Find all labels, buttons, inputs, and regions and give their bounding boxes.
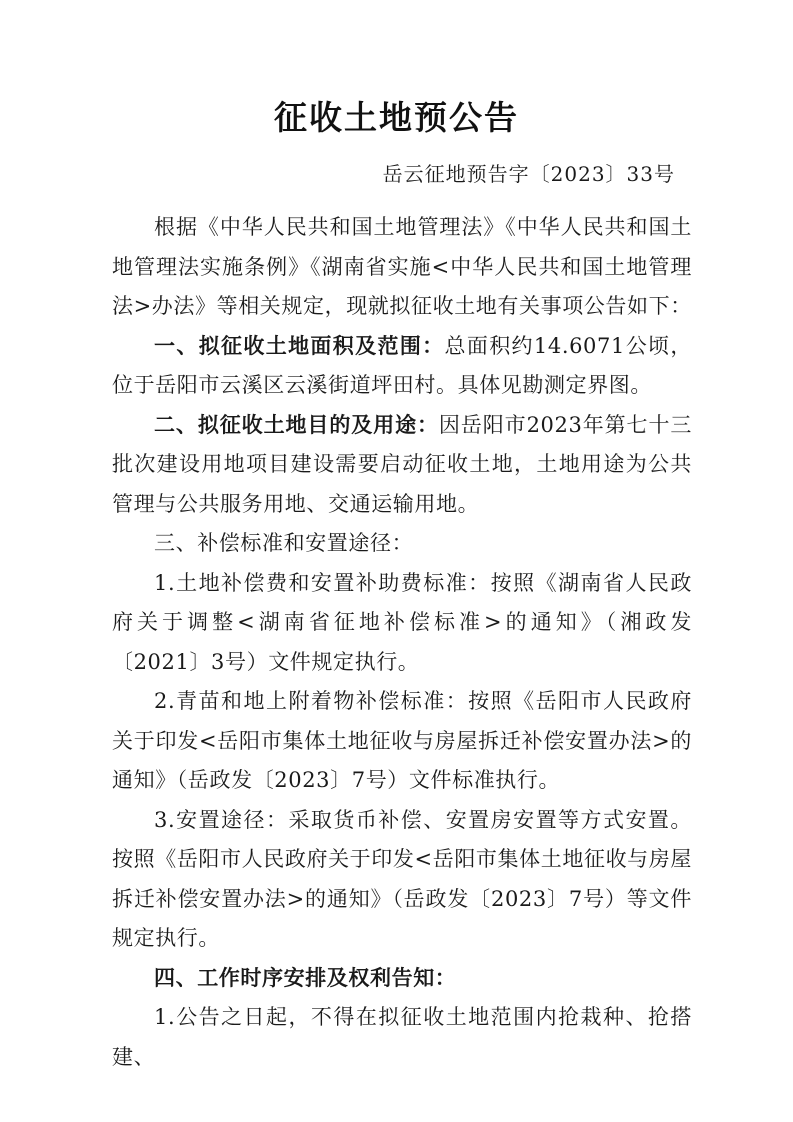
paragraph-item-3-2 [112, 682, 692, 801]
paragraph-item-4-1 [112, 998, 692, 1077]
paragraph-text: 1.土地补偿费和安置补助费标准：按照《湖南省人民政府关于调整<湖南省征地补偿标准>的通知》（湘政发〔2021〕3号）文件规定执行。 [112, 570, 692, 674]
document-number: 岳云征地预告字〔2023〕33号 [382, 162, 675, 186]
paragraph-item-3-3 [112, 801, 692, 959]
section-heading: 三、补偿标准和安置途径： [154, 531, 414, 555]
paragraph-section-4 [112, 959, 692, 999]
section-heading: 二、拟征收土地目的及用途： [154, 412, 439, 437]
paragraph-text: 2.青苗和地上附着物补偿标准：按照《岳阳市人民政府关于印发<岳阳市集体土地征收与房屋拆迁补偿安置办法>的通知》（岳政发〔2023〕7号）文件标准执行。 [112, 689, 692, 792]
section-heading: 四、工作时序安排及权利告知： [154, 965, 457, 990]
section-heading: 一、拟征收土地面积及范围： [154, 333, 445, 358]
paragraph-intro [112, 208, 692, 327]
paragraph-text: 因岳阳市2023年第七十三批次建设用地项目建设需要启动征收土地，土地用途为公共管理与公共服务用地、交通运输用地。 [112, 412, 692, 516]
paragraph-text: 3.安置途径：采取货币补偿、安置房安置等方式安置。按照《岳阳市人民政府关于印发<岳阳市集体土地征收与房屋拆迁补偿安置办法>的通知》（岳政发〔2023〕7号）等文件规定执行。 [112, 807, 692, 950]
paragraph-item-3-1 [112, 564, 692, 683]
paragraph-text: 1.公告之日起，不得在拟征收土地范围内抢栽种、抢搭建、 [112, 1005, 692, 1069]
paragraph-section-1 [112, 327, 692, 406]
paragraph-section-2 [112, 406, 692, 525]
document-title: 征收土地预公告 [274, 98, 519, 137]
paragraph-text: 根据《中华人民共和国土地管理法》《中华人民共和国土地管理法实施条例》《湖南省实施<中华人民共和国土地管理法>办法》等相关规定，现就拟征收土地有关事项公告如下： [112, 215, 692, 318]
paragraph-text: 总面积约14.6071公顷，位于岳阳市云溪区云溪街道坪田村。具体见勘测定界图。 [112, 333, 692, 397]
document-body [112, 208, 692, 1077]
paragraph-section-3 [112, 524, 692, 564]
